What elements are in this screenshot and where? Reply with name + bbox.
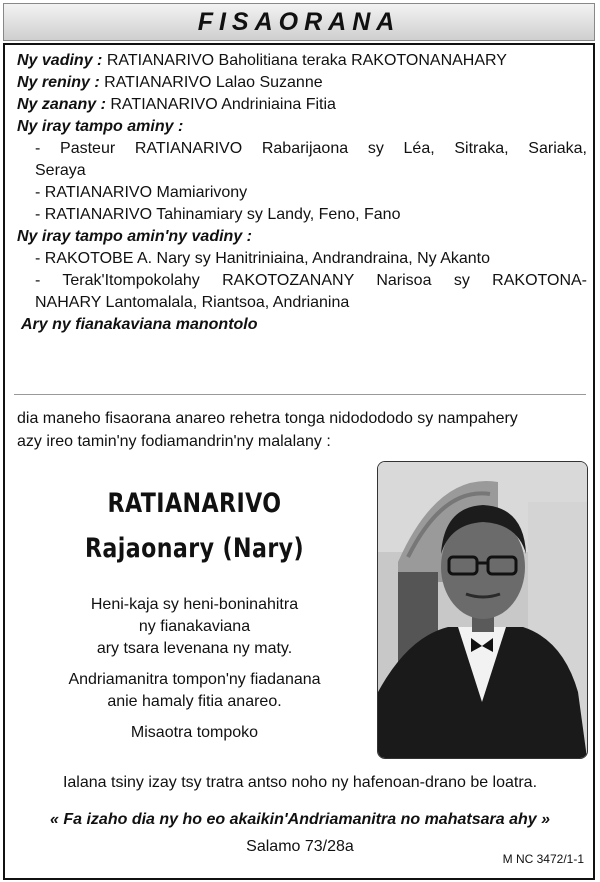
- scripture-quote: « Fa izaho dia ny ho eo akaikin'Andriamanitra no mahatsara ahy »: [50, 811, 550, 828]
- poem-line: anie hamaly fitia anareo.: [107, 693, 282, 710]
- deceased-given-name: Rajaonary (Nary): [84, 533, 305, 564]
- deceased-surname: RATIANARIVO: [107, 488, 282, 519]
- mother-label: Ny reniny :: [17, 74, 100, 91]
- inlaw-line: - RAKOTOBE A. Nary sy Hanitriniaina, Andrandraina, Ny Akanto: [35, 250, 491, 267]
- header-banner: [3, 3, 595, 41]
- gratitude-line: dia maneho fisaorana anareo rehetra tonga nidodododo sy nampahery: [17, 410, 518, 427]
- apology-line: Ialana tsiny izay tsy tratra antso noho ny hafenoan-drano be loatra.: [62, 774, 538, 791]
- extended-family: Ary ny fianakaviana manontolo: [21, 316, 258, 333]
- scripture-reference: Salamo 73/28a: [246, 838, 354, 855]
- portrait-illustration: [378, 462, 587, 758]
- poem-line: ny fianakaviana: [138, 618, 251, 635]
- family-list: [17, 50, 587, 336]
- father-label: Ny vadiny :: [17, 52, 103, 69]
- poem-line: Heni-kaja sy heni-boninahitra: [90, 596, 299, 613]
- portrait-photo: [377, 461, 588, 759]
- inlaw-line: - Terak'Itompokolahy RAKOTOZANANY Narisoa sy RAKOTONA-: [35, 272, 587, 289]
- divider: [14, 394, 586, 395]
- sibling-line: - Pasteur RATIANARIVO Rabarijaona sy Léa, Sitraka, Sariaka,: [35, 140, 587, 157]
- father-name: RATIANARIVO Baholitiana teraka RAKOTONANAHARY: [106, 52, 507, 69]
- siblings-label: Ny iray tampo aminy :: [17, 118, 184, 135]
- gratitude-line: azy ireo tamin'ny fodiamandrin'ny malalany :: [17, 433, 331, 450]
- child-row: [17, 94, 587, 116]
- sibling-line: - RATIANARIVO Tahinamiary sy Landy, Feno, Fano: [35, 206, 401, 223]
- sibling-line: Seraya: [35, 162, 86, 179]
- mother-row: [17, 72, 587, 94]
- inlaw-line: NAHARY Lantomalala, Riantsoa, Andrianina: [35, 294, 350, 311]
- poem-line: Andriamanitra tompon'ny fiadanana: [68, 671, 321, 688]
- child-label: Ny zanany :: [17, 96, 106, 113]
- gratitude-text: [17, 407, 587, 453]
- father-row: [17, 50, 587, 72]
- page-title: FISAORANA: [197, 7, 401, 36]
- child-name: RATIANARIVO Andriniaina Fitia: [110, 96, 336, 113]
- poem: [17, 594, 372, 744]
- mother-name: RATIANARIVO Lalao Suzanne: [104, 74, 323, 91]
- inlaws-label: Ny iray tampo amin'ny vadiny :: [17, 228, 252, 245]
- notice-reference: M NC 3472/1-1: [502, 852, 584, 866]
- poem-line: Misaotra tompoko: [130, 724, 259, 741]
- deceased-name: [17, 478, 372, 564]
- poem-line: ary tsara levenana ny maty.: [96, 640, 293, 657]
- sibling-line: - RATIANARIVO Mamiarivony: [35, 184, 248, 201]
